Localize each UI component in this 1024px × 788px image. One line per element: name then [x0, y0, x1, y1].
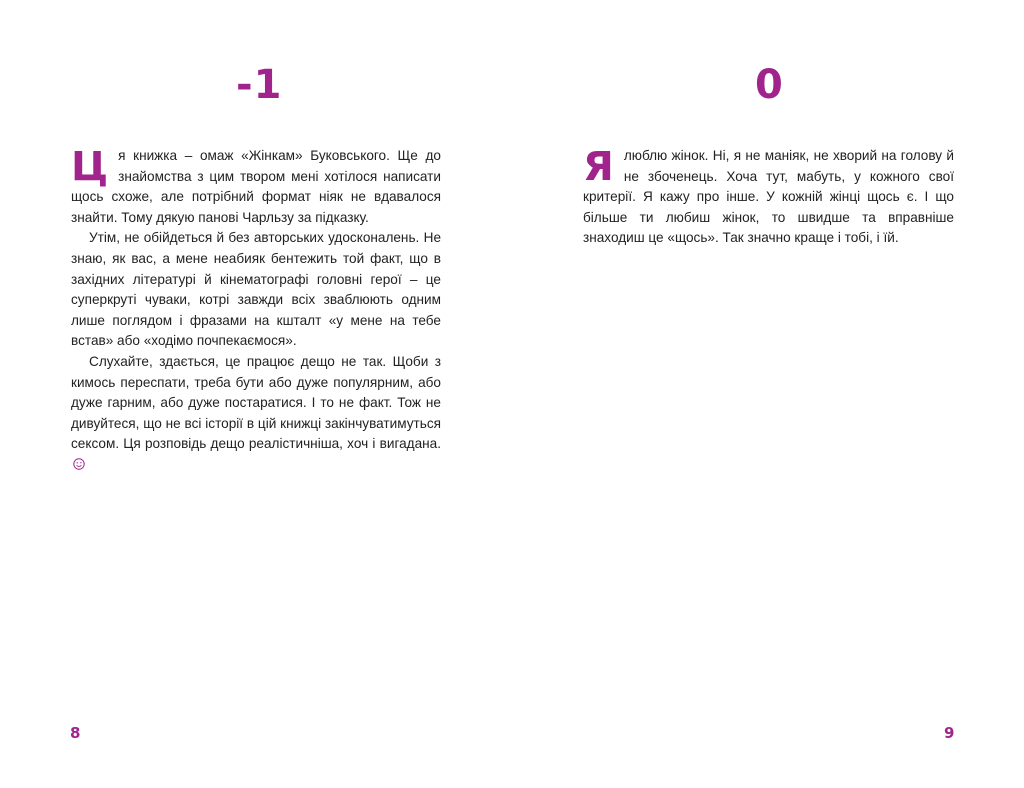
winking-smiley-icon: [73, 458, 85, 470]
paragraph-text: люблю жінок. Ні, я не маніяк, не хворий на голову й не збоченець. Хоча тут, мабуть, у кожного свої критерії. Я кажу про інше. У кожній жінці щось є. І що більше ти любиш жінок, то швидше та вправніше знаходиш це «щось». Так значно краще і тобі, і їй.: [583, 148, 954, 246]
chapter-number: -1: [236, 62, 283, 108]
paragraph: [71, 352, 441, 476]
page-number: 8: [70, 724, 81, 742]
drop-cap: Ц: [71, 144, 109, 190]
drop-cap: Я: [583, 144, 614, 190]
right-page: [512, 0, 1024, 788]
paragraph: [583, 146, 954, 249]
chapter-text: [71, 146, 441, 476]
paragraph: [71, 146, 441, 228]
paragraph: [71, 228, 441, 352]
paragraph-text: Утім, не обійдеться й без авторських удосконалень. Не знаю, як вас, а мене неабияк бентежить той факт, що в західних літературі й кінематографі головні герої – це суперкруті чуваки, котрі завжди всіх зваблюють одним лише поглядом і фразами на кшталт «у мене на тебе встав» або «ходімо почпекаємося».: [71, 230, 441, 349]
paragraph-text: Слухайте, здається, це працює дещо не так. Щоби з кимось переспати, треба бути або дуже популярним, або дуже гарним, або дуже постаратися. І то не факт. Тож не дивуйтеся, що не всі історії в цій книжці закінчуватимуться сексом. Ця розповідь дещо реалістичніша, хоч і вигадана.: [71, 353, 441, 452]
page-number: 9: [944, 724, 955, 742]
paragraph-text: я книжка – омаж «Жінкам» Буковського. Ще до знайомства з цим твором мені хотілося написати щось схоже, але потрібний формат ніяк не вдавалося знайти. Тому дякую панові Чарльзу за підказку.: [71, 148, 441, 225]
chapter-number: 0: [755, 62, 784, 108]
chapter-text: [583, 146, 954, 249]
